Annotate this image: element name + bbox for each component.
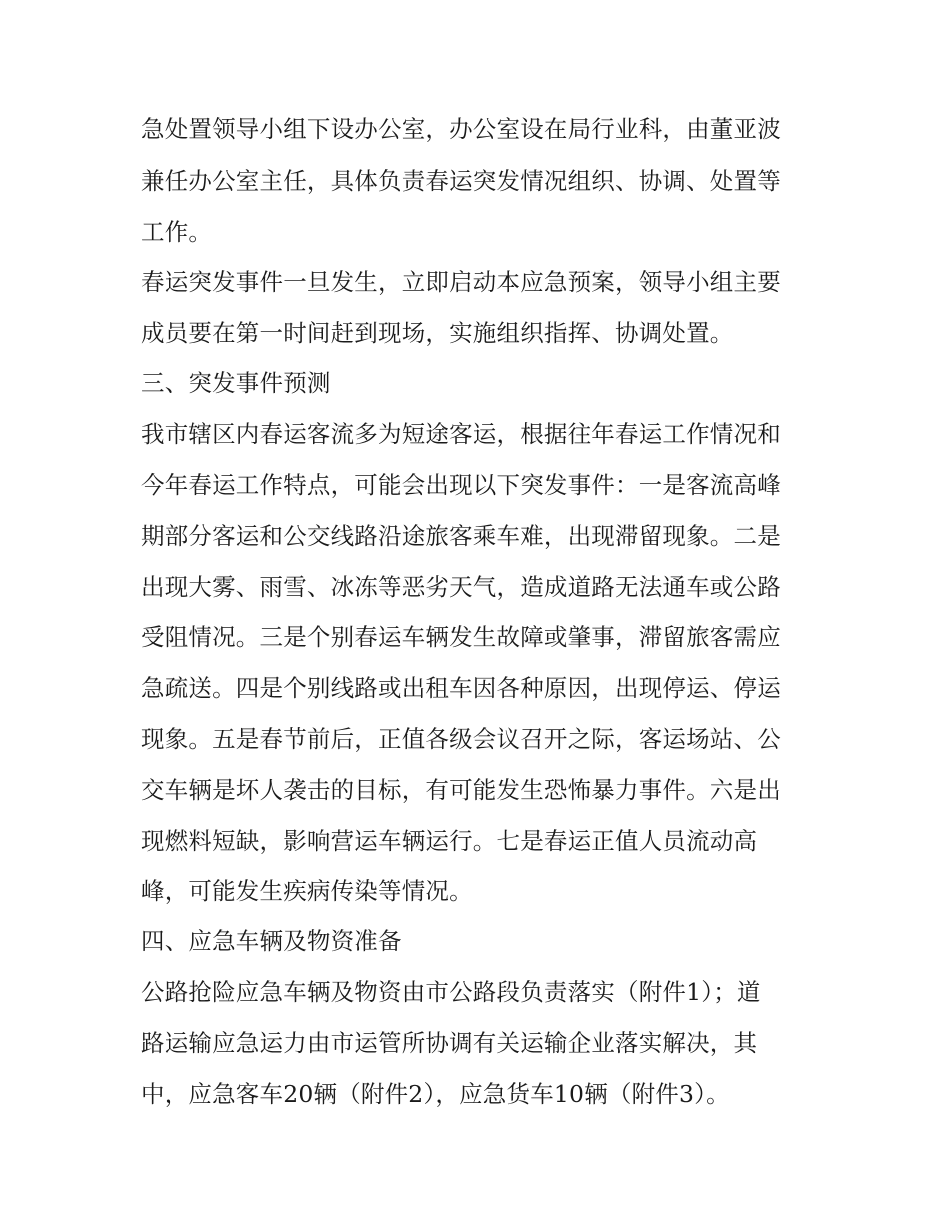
- paragraph-line: 峰，可能发生疾病传染等情况。: [141, 877, 473, 905]
- section-heading: 三、突发事件预测: [141, 369, 331, 397]
- paragraph-line: 路运输应急运力由市运管所协调有关运输企业落实解决，其: [141, 1029, 758, 1057]
- paragraph-line: 兼任办公室主任，具体负责春运突发情况组织、协调、处置等: [141, 167, 781, 195]
- paragraph-line: 交车辆是坏人袭击的目标，有可能发生恐怖暴力事件。六是出: [141, 776, 781, 804]
- paragraph-line: 急疏送。四是个别线路或出租车因各种原因，出现停运、停运: [141, 674, 781, 702]
- paragraph-line: 成员要在第一时间赶到现场，实施组织指挥、协调处置。: [141, 319, 734, 347]
- paragraph-line: 公路抢险应急车辆及物资由市公路段负责落实（附件1）；道: [141, 978, 761, 1006]
- paragraph-line: 中，应急客车20辆（附件2），应急货车10辆（附件3）。: [141, 1080, 730, 1108]
- paragraph-line: 急处置领导小组下设办公室，办公室设在局行业科，由董亚波: [141, 115, 781, 143]
- paragraph-line: 现燃料短缺，影响营运车辆运行。七是春运正值人员流动高: [141, 827, 758, 855]
- section-heading: 四、应急车辆及物资准备: [141, 927, 402, 955]
- paragraph-line: 现象。五是春节前后，正值各级会议召开之际，客运场站、公: [141, 725, 781, 753]
- paragraph-line: 今年春运工作特点，可能会出现以下突发事件：一是客流高峰: [141, 471, 781, 499]
- paragraph-line: 期部分客运和公交线路沿途旅客乘车难，出现滞留现象。二是: [141, 522, 781, 550]
- paragraph-line: 我市辖区内春运客流多为短途客运，根据往年春运工作情况和: [141, 420, 781, 448]
- paragraph-line: 受阻情况。三是个别春运车辆发生故障或肇事，滞留旅客需应: [141, 623, 781, 651]
- paragraph-line: 出现大雾、雨雪、冰冻等恶劣天气，造成道路无法通车或公路: [141, 573, 781, 601]
- paragraph-line: 工作。: [141, 218, 213, 246]
- paragraph-line: 春运突发事件一旦发生，立即启动本应急预案，领导小组主要: [141, 268, 781, 296]
